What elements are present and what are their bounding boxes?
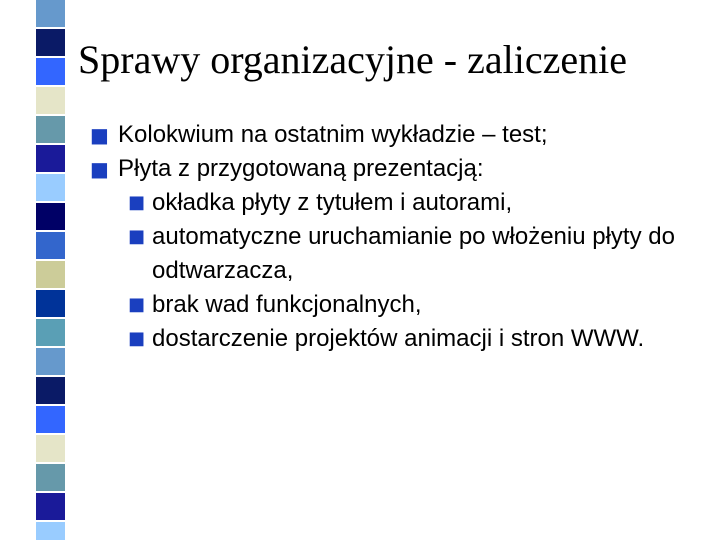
stripe-block (36, 203, 65, 230)
stripe-block (36, 29, 65, 56)
stripe-block (36, 290, 65, 317)
square-bullet-icon: ■ (90, 123, 109, 147)
bullet-text: Kolokwium na ostatnim wykładzie – test; (118, 121, 548, 148)
sub-bullet-text: okładka płyty z tytułem i autorami, (152, 189, 513, 216)
stripe-block (36, 319, 65, 346)
sub-bullet-item (128, 186, 710, 220)
stripe-block (36, 464, 65, 491)
stripe-block (36, 87, 65, 114)
bullet-item (90, 152, 710, 186)
stripe-block (36, 348, 65, 375)
square-bullet-icon: ■ (128, 226, 146, 247)
stripe-block (36, 435, 65, 462)
bullet-text: Płyta z przygotowaną prezentacją: (118, 155, 484, 182)
stripe-block (36, 377, 65, 404)
sub-bullet-text: brak wad funkcjonalnych, (152, 291, 422, 318)
bullet-item (90, 118, 710, 152)
stripe-block (36, 406, 65, 433)
slide-content (90, 118, 710, 356)
stripe-block (36, 145, 65, 172)
sub-bullet-item (128, 288, 710, 322)
square-bullet-icon: ■ (90, 157, 109, 181)
square-bullet-icon: ■ (128, 192, 146, 213)
stripe-block (36, 0, 65, 27)
sub-bullet-text: automatyczne uruchamianie po włożeniu płyty do odtwarzacza, (152, 223, 675, 284)
stripe-block (36, 116, 65, 143)
square-bullet-icon: ■ (128, 328, 146, 349)
square-bullet-icon: ■ (128, 294, 146, 315)
sub-bullet-text: dostarczenie projektów animacji i stron WWW. (152, 325, 645, 352)
slide-title: Sprawy organizacyjne - zaliczenie (78, 37, 627, 82)
stripe-block (36, 174, 65, 201)
stripe-block (36, 232, 65, 259)
sub-bullet-item (128, 322, 710, 356)
stripe-block (36, 261, 65, 288)
stripe-block (36, 58, 65, 85)
decorative-stripe-bar (0, 0, 66, 540)
stripe-block (36, 493, 65, 520)
sub-bullet-item (128, 220, 710, 288)
stripe-block (36, 522, 65, 540)
